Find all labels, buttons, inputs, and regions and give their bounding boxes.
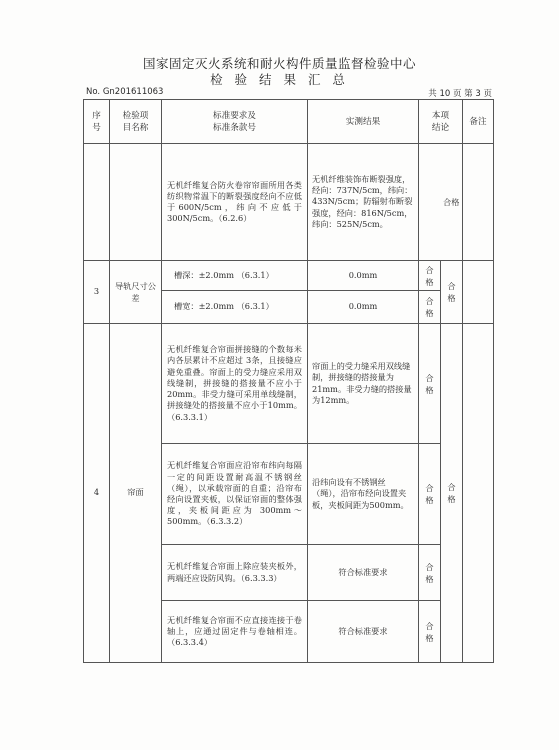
standard-cell: 无机纤维复合帘面上除应装夹板外，两端还应设防风钩。（6.3.3.3） [162, 545, 308, 601]
table-row [84, 144, 494, 261]
sub-conclusion-cell: 合格 [419, 324, 441, 444]
table-header-row [84, 100, 494, 144]
item-cell [110, 144, 162, 261]
standard-cell: 无机纤维复合帘面应沿帘布纬向每隔一定的间距设置耐高温不锈钢丝（绳），以承载帘面的自重；沿帘布经向设置夹板，以保证帘面的整体强度，夹板间距应为 300mm～500mm。（6.3.3.2） [162, 444, 308, 545]
page-indicator: 共 10 页 第 3 页 [428, 89, 492, 99]
remark-cell [463, 324, 494, 663]
seq-cell [84, 144, 110, 261]
table-row [84, 261, 494, 291]
standard-cell: 槽宽：±2.0mm （6.3.1） [162, 291, 308, 324]
item-cell: 导轨尺寸公差 [110, 261, 162, 324]
result-cell: 0.0mm [308, 291, 419, 324]
standard-cell: 无机纤维复合帘面拼接缝的个数每米内各层累计不应超过 3条，且接缝应避免重叠。帘面上的受力缝应采用双线缝制，拼接缝的搭接量不应小于20mm。非受力缝可采用单线缝制，拼接缝处的搭接量不应小于10mm。（6.3.3.1） [162, 324, 308, 444]
header-standard: 标准要求及 标准条款号 [162, 100, 308, 144]
sub-conclusion-cell: 合格 [419, 545, 441, 601]
seq-cell: 3 [84, 261, 110, 324]
sub-conclusion-cell: 合格 [419, 601, 441, 663]
header-remark: 备注 [463, 100, 494, 144]
header-result: 实测结果 [308, 100, 419, 144]
remark-cell [463, 144, 494, 261]
header-conclusion: 本项 结论 [419, 100, 463, 144]
sub-conclusion-cell: 合格 [419, 291, 441, 324]
item-cell: 帘面 [110, 324, 162, 663]
conclusion-cell: 合格 [419, 144, 463, 261]
group-conclusion-cell: 合格 [441, 261, 463, 324]
report-number: No. Gn201611063 [86, 87, 164, 97]
remark-cell [463, 261, 494, 324]
report-subtitle: 检 验 结 果 汇 总 [210, 72, 349, 87]
seq-cell: 4 [84, 324, 110, 663]
report-title: 国家固定灭火系统和耐火构件质量监督检验中心 [142, 56, 416, 71]
standard-cell: 无机纤维复合帘面不应直接连接于卷轴上，应通过固定件与卷轴相连。（6.3.3.4） [162, 601, 308, 663]
sub-conclusion-cell: 合格 [419, 444, 441, 545]
table-row [84, 324, 494, 444]
result-cell: 无机纤维装饰布断裂强度，经向：737N/5cm，纬向：433N/5cm；防辐射布断裂强度，经向：816N/5cm，纬向：525N/5cm。 [308, 144, 419, 261]
result-cell: 符合标准要求 [308, 545, 419, 601]
header-seq: 序 号 [84, 100, 110, 144]
result-cell: 沿纬向设有不锈钢丝（绳），沿帘布经向设置夹板，夹板间距为500mm。 [308, 444, 419, 545]
group-conclusion-cell: 合格 [441, 324, 463, 663]
sub-conclusion-cell: 合格 [419, 261, 441, 291]
result-cell: 帘面上的受力缝采用双线缝制，拼接缝的搭接量为 21mm。非受力缝的搭接量为12mm。 [308, 324, 419, 444]
result-cell: 0.0mm [308, 261, 419, 291]
standard-cell: 无机纤维复合防火卷帘帘面所用各类纺织物常温下的断裂强度经向不应低于600N/5cm，纬向不应低于 300N/5cm。（6.2.6） [162, 144, 308, 261]
standard-cell: 槽深：±2.0mm （6.3.1） [162, 261, 308, 291]
result-cell: 符合标准要求 [308, 601, 419, 663]
results-table [83, 99, 494, 663]
header-item: 检验项 目名称 [110, 100, 162, 144]
